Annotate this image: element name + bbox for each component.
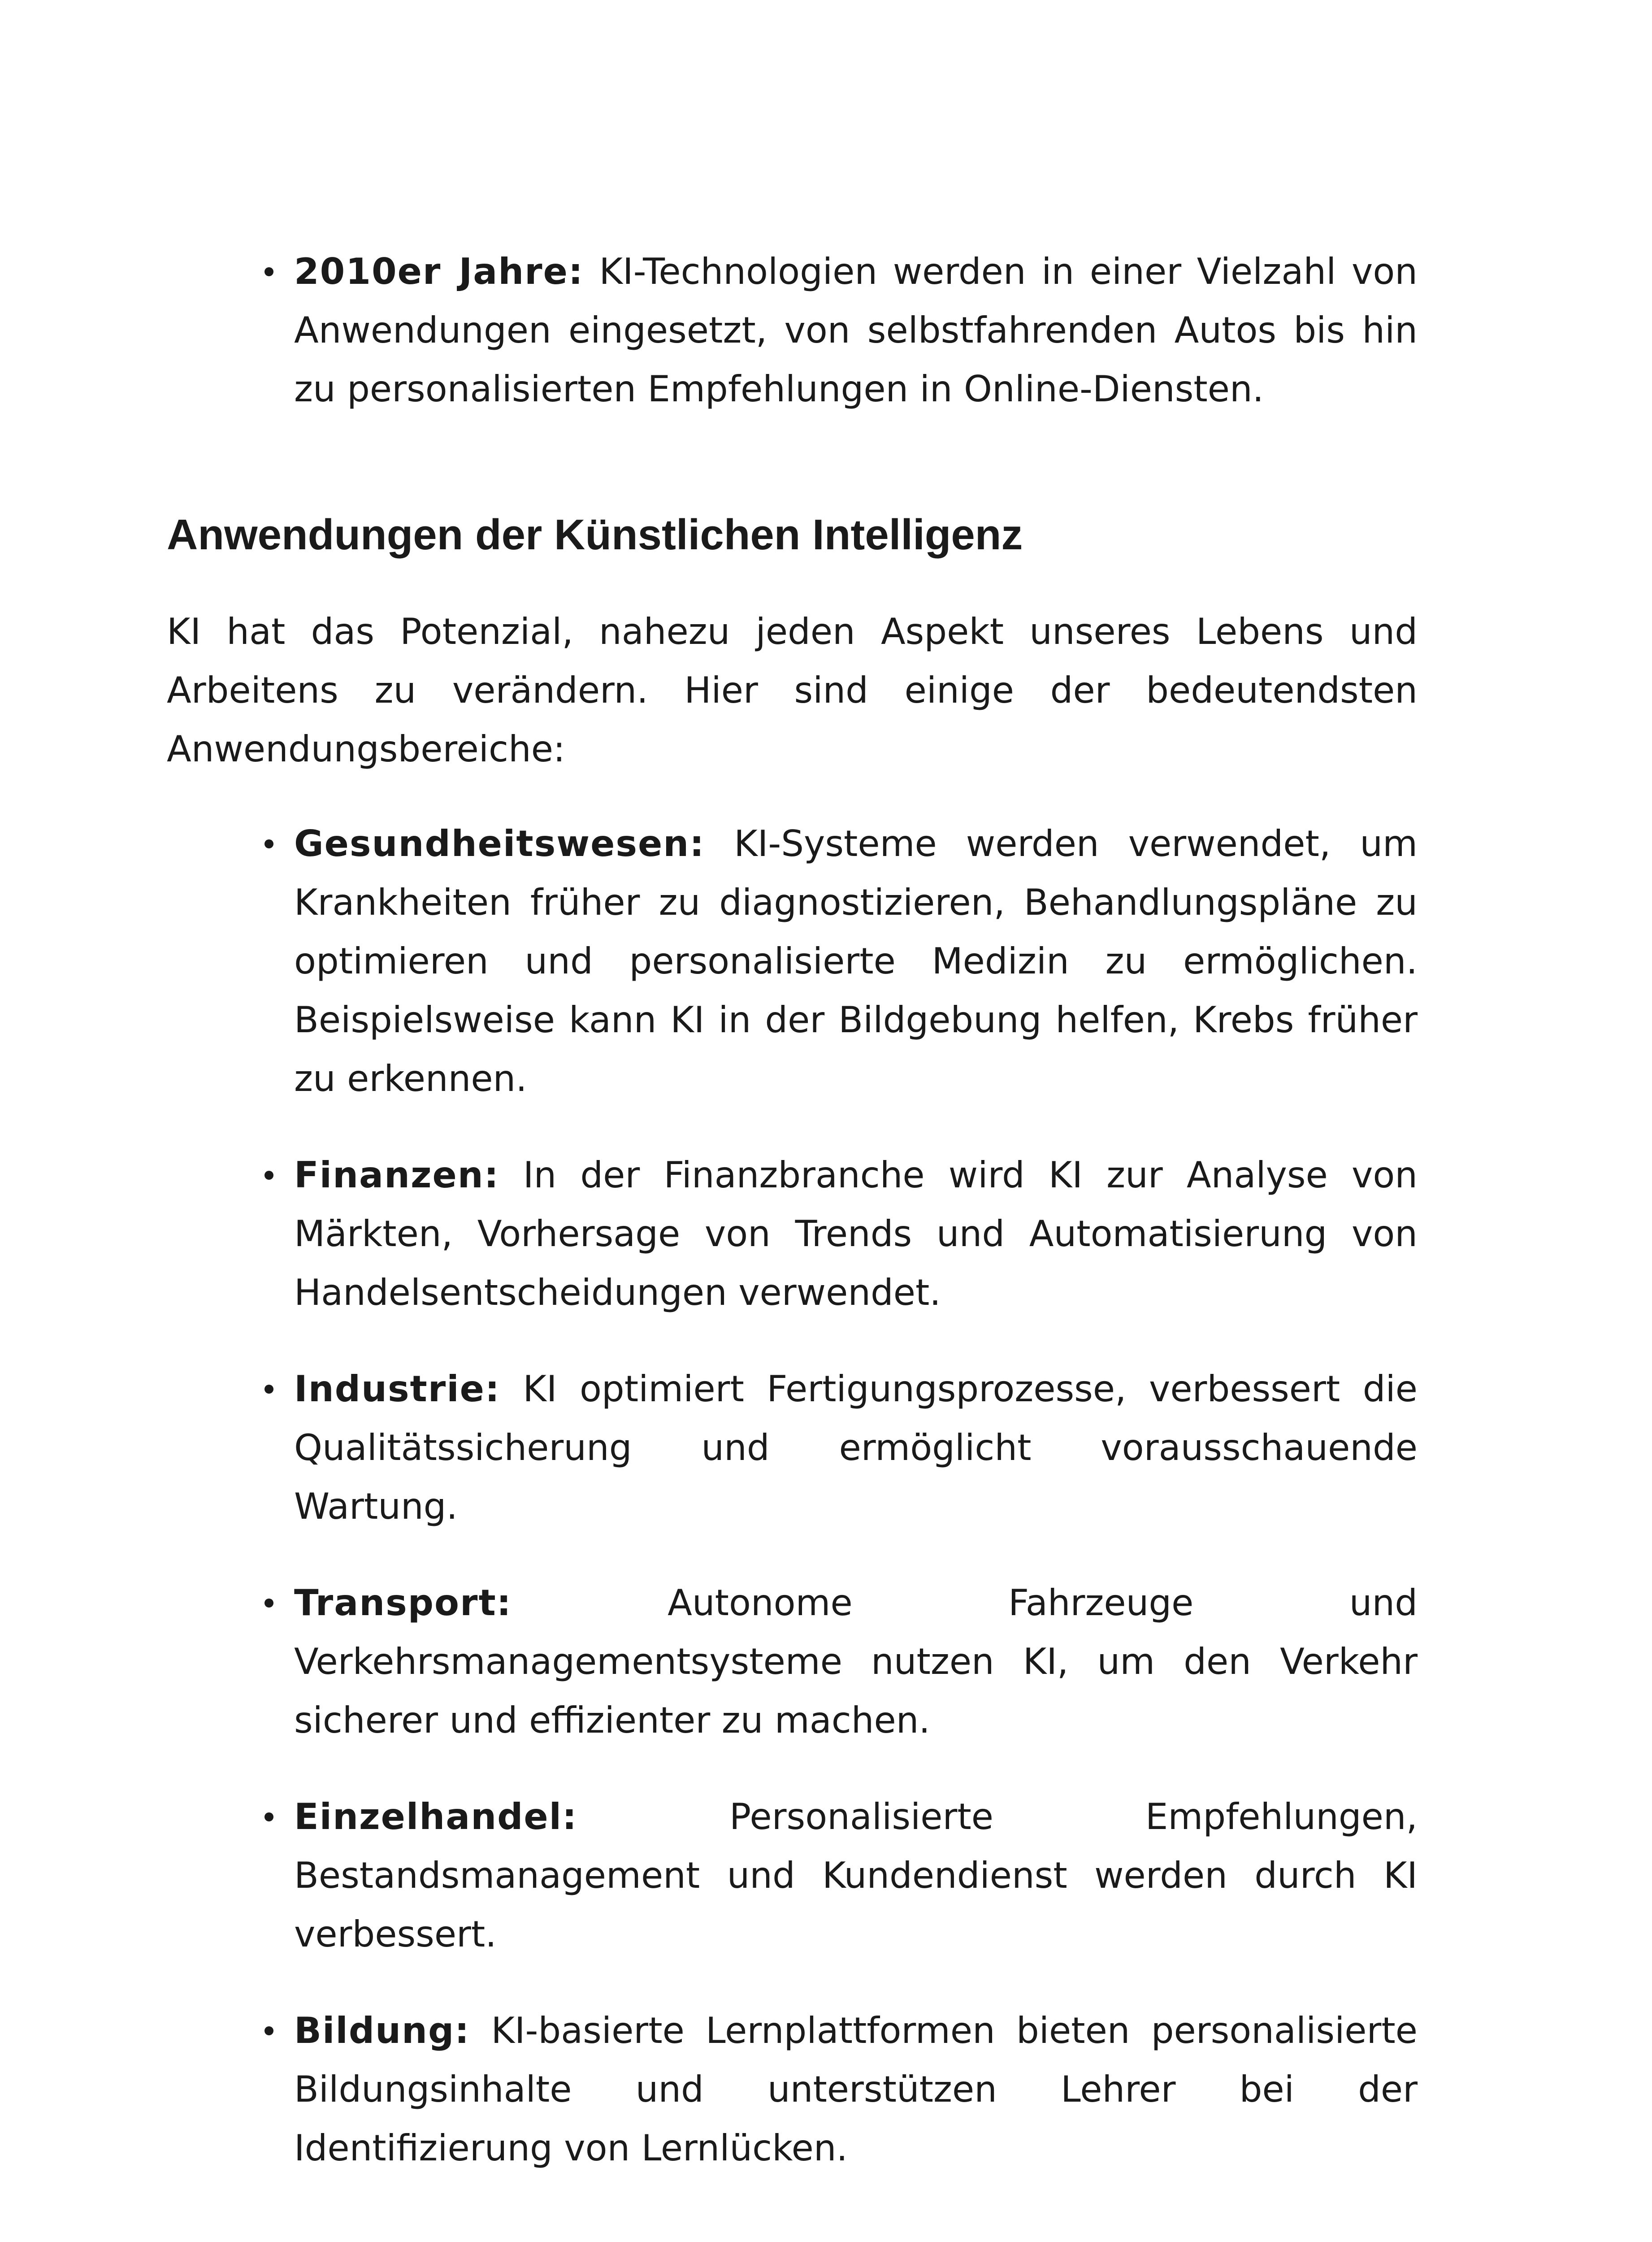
list-item	[294, 1146, 1418, 1322]
list-item-text: KI-Systeme werden verwendet, um Krankheiten früher zu diagnostizieren, Behandlungspläne zu optimieren und personalisierte Medizin zu ermöglichen. Beispielsweise kann KI in der Bildgebung helfen, Krebs früher zu erkennen.	[294, 823, 1418, 1099]
intro-paragraph: KI hat das Potenzial, nahezu jeden Aspekt unseres Lebens und Arbeitens zu verändern. Hier sind einige der bedeutendsten Anwendungsbereiche:	[167, 611, 1418, 770]
bullet-icon	[264, 267, 273, 276]
list-item-text: KI-basierte Lernplattformen bieten personalisierte Bildungsinhalte und unterstützen Lehrer bei der Identifizierung von Lernlücken.	[294, 2010, 1418, 2169]
list-item-term: Transport:	[294, 1582, 512, 1624]
bullet-icon	[264, 1599, 273, 1608]
bullet-icon	[264, 2026, 273, 2035]
list-item-text: KI optimiert Fertigungsprozesse, verbessert die Qualitätssicherung und ermöglicht vorausschauende Wartung.	[294, 1368, 1418, 1527]
list-item-term: Einzelhandel:	[294, 1796, 578, 1838]
list-item-term: Finanzen:	[294, 1154, 499, 1196]
bullet-icon	[264, 1385, 273, 1394]
list-item-term: Industrie:	[294, 1368, 500, 1410]
list-item-term: 2010er Jahre:	[294, 251, 584, 292]
history-list	[167, 242, 1418, 418]
list-item	[294, 242, 1418, 418]
list-item-text: Autonome Fahrzeuge und Verkehrsmanagementsysteme nutzen KI, um den Verkehr sicherer und effizienter zu machen.	[294, 1582, 1418, 1741]
bullet-icon	[264, 1171, 273, 1180]
list-item-text: In der Finanzbranche wird KI zur Analyse von Märkten, Vorhersage von Trends und Automatisierung von Handelsentscheidungen verwendet.	[294, 1154, 1418, 1313]
list-item-text: Personalisierte Empfehlungen, Bestandsmanagement und Kundendienst werden durch KI verbessert.	[294, 1796, 1418, 1955]
list-item-term: Bildung:	[294, 2010, 470, 2051]
list-item	[294, 814, 1418, 1108]
page-content	[167, 242, 1418, 2177]
bullet-icon	[264, 839, 273, 848]
list-item-text: KI-Technologien werden in einer Vielzahl von Anwendungen eingesetzt, von selbstfahrenden Autos bis hin zu personalisierten Empfehlungen in Online-Diensten.	[294, 251, 1418, 410]
list-item	[294, 2001, 1418, 2177]
list-item	[294, 1360, 1418, 1536]
bullet-icon	[264, 1812, 273, 1821]
section-heading: Anwendungen der Künstlichen Intelligenz	[167, 511, 1023, 559]
list-item	[294, 1787, 1418, 1964]
list-item-term: Gesundheitswesen:	[294, 823, 705, 865]
list-item	[294, 1573, 1418, 1750]
applications-list	[167, 814, 1418, 2177]
